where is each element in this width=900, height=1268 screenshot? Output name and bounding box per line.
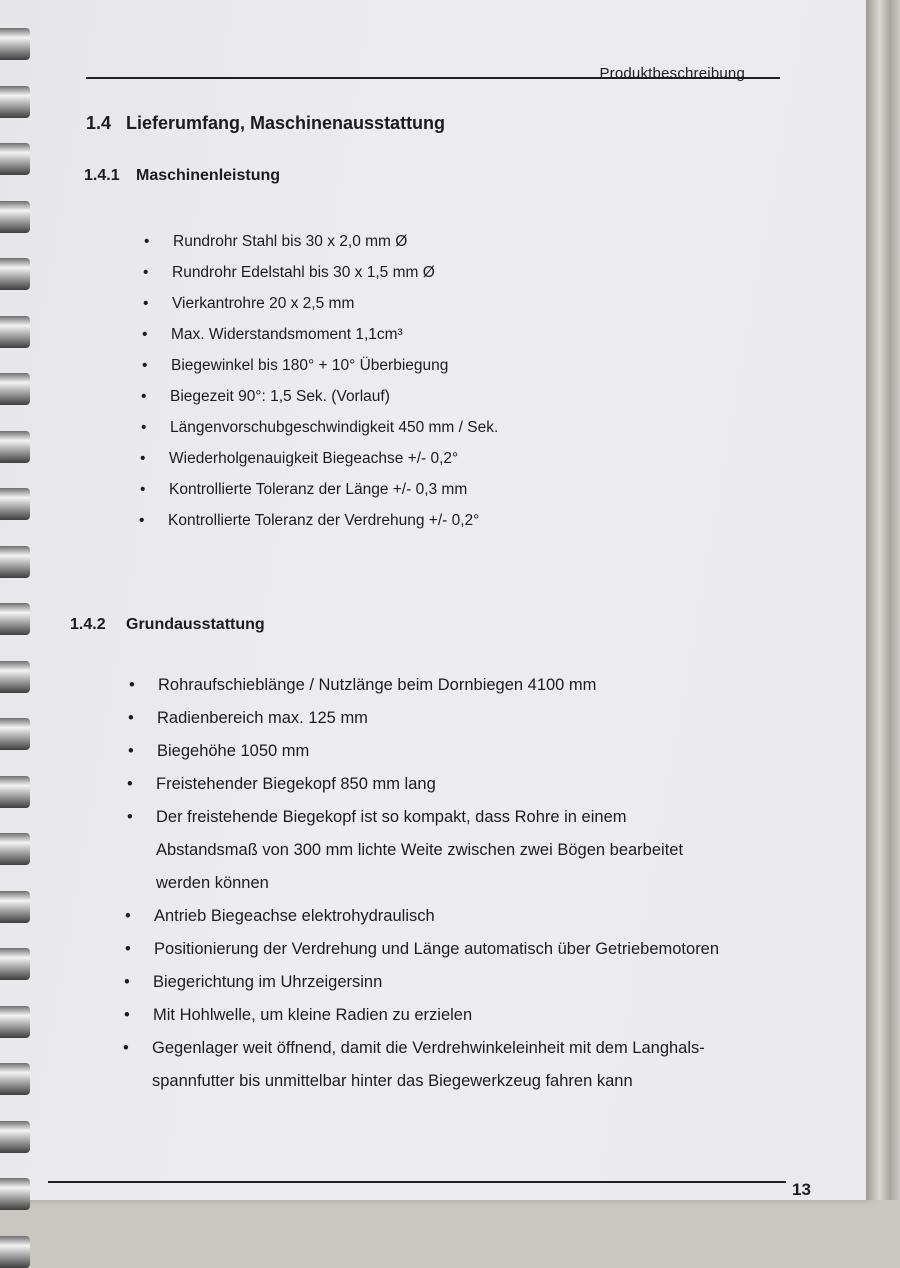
binding-ring — [0, 1063, 30, 1095]
section-number: 1.4 — [86, 113, 112, 133]
list-item — [140, 443, 497, 474]
list-item-line: Gegenlager weit öffnend, damit die Verdrehwinkeleinheit mit dem Langhals- — [152, 1039, 705, 1057]
bullet-icon: • — [141, 419, 147, 436]
list-item — [144, 226, 501, 257]
list-item — [143, 257, 500, 288]
list-item — [129, 669, 723, 702]
binding-ring — [0, 1236, 30, 1268]
subsection-number: 1.4.1 — [84, 167, 120, 184]
list-item-text: Vierkantrohre 20 x 2,5 mm — [172, 295, 355, 312]
binding-ring — [0, 258, 30, 290]
list-item-line: werden können — [156, 874, 269, 892]
running-header: Produktbeschreibung — [599, 65, 745, 82]
performance-list — [139, 226, 501, 536]
bullet-icon: • — [125, 907, 131, 925]
list-item-text: Max. Widerstandsmoment 1,1cm³ — [171, 326, 403, 343]
list-item-text: Rundrohr Stahl bis 30 x 2,0 mm Ø — [173, 233, 408, 250]
equipment-list — [123, 669, 723, 1098]
list-item — [124, 999, 718, 1032]
bullet-icon: • — [144, 233, 150, 250]
binding-ring — [0, 1178, 30, 1210]
list-item — [140, 474, 497, 505]
binding-ring — [0, 86, 30, 118]
bullet-icon: • — [128, 709, 134, 727]
bullet-icon: • — [124, 1006, 130, 1024]
list-item — [127, 768, 721, 801]
bullet-icon: • — [129, 676, 135, 694]
list-item — [143, 288, 500, 319]
bullet-icon: • — [142, 326, 148, 343]
list-item-line: Positionierung der Verdrehung und Länge automatisch über Getriebemotoren — [154, 940, 720, 958]
spiral-binding — [0, 0, 40, 1200]
subsection-title: Maschinenleistung — [136, 167, 281, 184]
bullet-icon: • — [143, 264, 149, 281]
bullet-icon: • — [128, 742, 134, 760]
section-title: Lieferumfang, Maschinenausstattung — [126, 113, 446, 133]
binding-ring — [0, 546, 30, 578]
list-item — [124, 966, 718, 999]
binding-ring — [0, 431, 30, 463]
list-item-line: spannfutter bis unmittelbar hinter das Biegewerkzeug fahren kann — [152, 1072, 633, 1090]
binding-ring — [0, 1121, 30, 1153]
section-heading — [86, 113, 445, 134]
binding-ring — [0, 833, 30, 865]
list-item-text: Kontrollierte Toleranz der Verdrehung +/- 0,2° — [168, 512, 480, 529]
binding-ring — [0, 948, 30, 980]
bullet-icon: • — [143, 295, 149, 312]
page-number: 13 — [792, 1180, 811, 1199]
bullet-icon: • — [140, 481, 146, 498]
binding-ring — [0, 316, 30, 348]
list-item — [128, 702, 722, 735]
bullet-icon: • — [127, 808, 133, 826]
list-item-line: Abstandsmaß von 300 mm lichte Weite zwischen zwei Bögen bearbeitet — [156, 841, 684, 859]
binding-ring — [0, 201, 30, 233]
list-item-text: Rundrohr Edelstahl bis 30 x 1,5 mm Ø — [172, 264, 435, 281]
bullet-icon: • — [139, 512, 145, 529]
binding-ring — [0, 1006, 30, 1038]
list-item — [142, 319, 499, 350]
list-item — [125, 933, 720, 966]
list-item-line: Radienbereich max. 125 mm — [157, 709, 368, 727]
list-item — [128, 735, 722, 768]
binding-ring — [0, 661, 30, 693]
binding-ring — [0, 143, 30, 175]
list-item — [127, 801, 721, 900]
subsection-heading-2 — [70, 616, 265, 634]
list-item-text: Kontrollierte Toleranz der Länge +/- 0,3 mm — [169, 481, 468, 498]
bullet-icon: • — [127, 775, 133, 793]
bullet-icon: • — [124, 973, 130, 991]
list-item-line: Freistehender Biegekopf 850 mm lang — [156, 775, 436, 793]
footer-rule — [48, 1181, 786, 1183]
list-item-line: Antrieb Biegeachse elektrohydraulisch — [154, 907, 435, 925]
list-item — [142, 350, 499, 381]
list-item — [125, 900, 719, 933]
list-item-line: Der freistehende Biegekopf ist so kompakt, dass Rohre in einem — [156, 808, 627, 826]
bullet-icon: • — [141, 388, 147, 405]
list-item-line: Mit Hohlwelle, um kleine Radien zu erzielen — [153, 1006, 473, 1024]
list-item-line: Biegerichtung im Uhrzeigersinn — [153, 973, 383, 991]
binding-ring — [0, 603, 30, 635]
binding-ring — [0, 776, 30, 808]
bullet-icon: • — [123, 1039, 129, 1057]
list-item — [141, 381, 498, 412]
list-item-line: Biegehöhe 1050 mm — [157, 742, 310, 760]
binding-ring — [0, 718, 30, 750]
list-item-line: Rohraufschieblänge / Nutzlänge beim Dornbiegen 4100 mm — [158, 676, 597, 694]
binding-ring — [0, 373, 30, 405]
list-item-text: Wiederholgenauigkeit Biegeachse +/- 0,2° — [169, 450, 459, 467]
binding-ring — [0, 891, 30, 923]
bullet-icon: • — [140, 450, 146, 467]
binding-ring — [0, 488, 30, 520]
subsection-title: Grundausstattung — [126, 616, 265, 633]
list-item-text: Biegewinkel bis 180° + 10° Überbiegung — [171, 357, 449, 374]
bullet-icon: • — [142, 357, 148, 374]
subsection-heading-1 — [84, 167, 280, 185]
list-item-text: Längenvorschubgeschwindigkeit 450 mm / Sek. — [170, 419, 499, 436]
bullet-icon: • — [125, 940, 131, 958]
binding-ring — [0, 28, 30, 60]
list-item — [123, 1032, 717, 1098]
page-stack-edge — [866, 0, 900, 1200]
list-item — [139, 505, 496, 536]
subsection-number: 1.4.2 — [70, 616, 106, 633]
list-item-text: Biegezeit 90°: 1,5 Sek. (Vorlauf) — [170, 388, 390, 405]
list-item — [141, 412, 499, 443]
